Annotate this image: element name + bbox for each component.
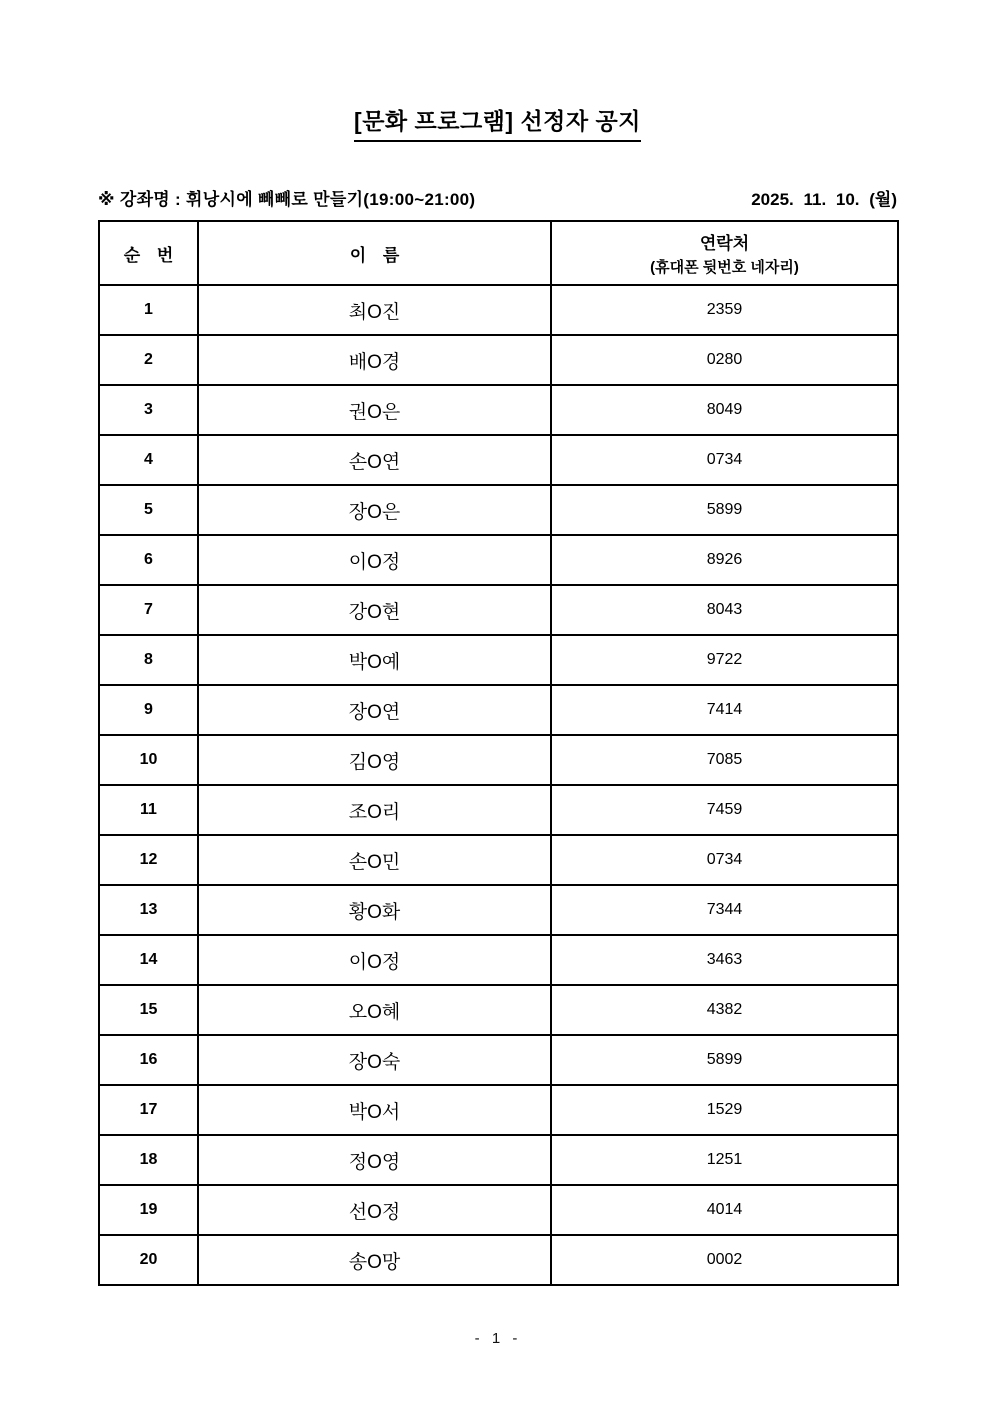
- cell-contact: 5899: [551, 1035, 898, 1085]
- cell-name: 배O경: [198, 335, 551, 385]
- header-name: [198, 221, 551, 285]
- cell-name: 이O정: [198, 535, 551, 585]
- cell-contact: 7459: [551, 785, 898, 835]
- header-contact-title: 연락처: [699, 234, 750, 253]
- table-row: [99, 835, 898, 885]
- cell-no: 13: [99, 885, 198, 935]
- table-row: [99, 1085, 898, 1135]
- cell-no: 8: [99, 635, 198, 685]
- cell-no: 15: [99, 985, 198, 1035]
- cell-no: 10: [99, 735, 198, 785]
- cell-name: 최O진: [198, 285, 551, 335]
- table-row: [99, 385, 898, 435]
- table-row: [99, 785, 898, 835]
- table-row: [99, 1135, 898, 1185]
- cell-no: 17: [99, 1085, 198, 1135]
- cell-no: 3: [99, 385, 198, 435]
- cell-no: 7: [99, 585, 198, 635]
- cell-no: 14: [99, 935, 198, 985]
- table-row: [99, 285, 898, 335]
- cell-contact: 4382: [551, 985, 898, 1035]
- cell-contact: 0002: [551, 1235, 898, 1285]
- cell-name: 장O숙: [198, 1035, 551, 1085]
- table-row: [99, 335, 898, 385]
- cell-name: 박O예: [198, 635, 551, 685]
- cell-name: 손O연: [198, 435, 551, 485]
- cell-no: 9: [99, 685, 198, 735]
- cell-no: 18: [99, 1135, 198, 1185]
- cell-name: 박O서: [198, 1085, 551, 1135]
- table-header: [99, 221, 898, 285]
- header-name-label: 이 름: [349, 245, 406, 265]
- cell-name: 강O현: [198, 585, 551, 635]
- cell-contact: 1529: [551, 1085, 898, 1135]
- cell-contact: 0734: [551, 435, 898, 485]
- cell-contact: 3463: [551, 935, 898, 985]
- cell-contact: 5899: [551, 485, 898, 535]
- table-row: [99, 535, 898, 585]
- table-row: [99, 685, 898, 735]
- cell-no: 19: [99, 1185, 198, 1235]
- page-number: - 1 -: [474, 1330, 518, 1347]
- table-body: [99, 285, 898, 1285]
- table-row: [99, 1035, 898, 1085]
- table-row: [99, 735, 898, 785]
- cell-name: 송O망: [198, 1235, 551, 1285]
- cell-name: 손O민: [198, 835, 551, 885]
- date-label: 2025. 11. 10. (월): [751, 190, 897, 209]
- course-name-label: ※ 강좌명 : 휘낭시에 빼빼로 만들기(19:00~21:00): [98, 190, 476, 209]
- table-row: [99, 935, 898, 985]
- cell-contact: 4014: [551, 1185, 898, 1235]
- table-row: [99, 985, 898, 1035]
- cell-contact: 8043: [551, 585, 898, 635]
- title-wrapper: [98, 0, 897, 142]
- cell-name: 정O영: [198, 1135, 551, 1185]
- table-row: [99, 435, 898, 485]
- header-no-label: 순 번: [123, 245, 180, 265]
- cell-no: 20: [99, 1235, 198, 1285]
- table-row: [99, 1185, 898, 1235]
- header-no: [99, 221, 198, 285]
- cell-contact: 0734: [551, 835, 898, 885]
- cell-name: 장O연: [198, 685, 551, 735]
- cell-no: 16: [99, 1035, 198, 1085]
- cell-name: 김O영: [198, 735, 551, 785]
- cell-name: 조O리: [198, 785, 551, 835]
- cell-contact: 9722: [551, 635, 898, 685]
- cell-no: 5: [99, 485, 198, 535]
- page-title: [문화 프로그램] 선정자 공지: [354, 103, 641, 142]
- table-header-row: [99, 221, 898, 285]
- cell-contact: 7414: [551, 685, 898, 735]
- cell-contact: 7344: [551, 885, 898, 935]
- cell-contact: 7085: [551, 735, 898, 785]
- cell-name: 권O은: [198, 385, 551, 435]
- table-row: [99, 635, 898, 685]
- table-row: [99, 585, 898, 635]
- cell-name: 오O혜: [198, 985, 551, 1035]
- cell-contact: 1251: [551, 1135, 898, 1185]
- subtitle-row: [98, 185, 897, 210]
- table-row: [99, 485, 898, 535]
- cell-no: 11: [99, 785, 198, 835]
- cell-name: 황O화: [198, 885, 551, 935]
- header-contact: [551, 221, 898, 285]
- cell-no: 12: [99, 835, 198, 885]
- header-contact-subtitle: (휴대폰 뒷번호 네자리): [650, 259, 799, 276]
- cell-contact: 8926: [551, 535, 898, 585]
- cell-name: 이O정: [198, 935, 551, 985]
- cell-name: 선O정: [198, 1185, 551, 1235]
- cell-contact: 0280: [551, 335, 898, 385]
- cell-no: 4: [99, 435, 198, 485]
- cell-contact: 8049: [551, 385, 898, 435]
- table-row: [99, 885, 898, 935]
- selection-table: [98, 220, 899, 1286]
- cell-contact: 2359: [551, 285, 898, 335]
- cell-no: 2: [99, 335, 198, 385]
- table-row: [99, 1235, 898, 1285]
- cell-name: 장O은: [198, 485, 551, 535]
- cell-no: 1: [99, 285, 198, 335]
- cell-no: 6: [99, 535, 198, 585]
